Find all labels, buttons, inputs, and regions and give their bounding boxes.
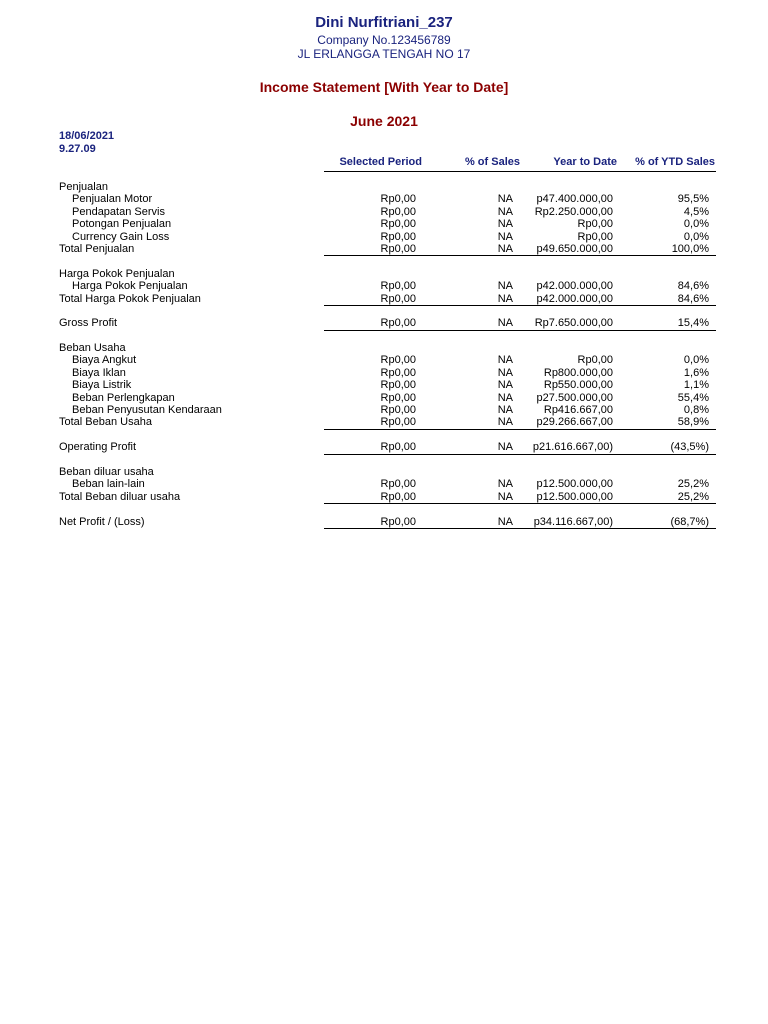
- row-label: Beban Penyusutan Kendaraan: [72, 404, 222, 417]
- line-item-row: [0, 354, 768, 366]
- row-label: Total Beban Usaha: [59, 416, 152, 429]
- report-title: Income Statement [With Year to Date]: [259, 79, 509, 95]
- row-spacer: [0, 305, 768, 317]
- year-to-date-value: Rp7.650.000,00: [534, 317, 613, 330]
- line-item-row: [0, 392, 768, 404]
- year-to-date-value: p47.400.000,00: [536, 193, 613, 206]
- pct-sales-value: NA: [497, 292, 513, 305]
- selected-period-value: Rp0,00: [380, 391, 416, 404]
- selected-period-value: Rp0,00: [380, 404, 416, 417]
- selected-period-value: Rp0,00: [380, 280, 416, 293]
- pct-sales-value: NA: [497, 242, 513, 255]
- pct-ytd-sales-value: 0,8%: [683, 404, 709, 417]
- year-to-date-value: Rp800.000,00: [543, 366, 613, 379]
- row-label: Biaya Iklan: [72, 366, 126, 379]
- row-label: Beban Usaha: [59, 342, 126, 355]
- year-to-date-value: Rp550.000,00: [543, 379, 613, 392]
- selected-period-value: Rp0,00: [380, 478, 416, 491]
- year-to-date-value: Rp416.667,00: [543, 404, 613, 417]
- year-to-date-value: p12.500.000,00: [536, 490, 613, 503]
- pct-sales-value: NA: [497, 366, 513, 379]
- selected-period-value: Rp0,00: [380, 490, 416, 503]
- line-item-row: [0, 280, 768, 292]
- pct-sales-value: NA: [497, 230, 513, 243]
- line-item-row: [0, 404, 768, 416]
- pct-ytd-sales-value: 25,2%: [677, 478, 709, 491]
- row-label: Beban Perlengkapan: [72, 391, 175, 404]
- year-to-date-value: p27.500.000,00: [536, 391, 613, 404]
- selected-period-value: Rp0,00: [380, 193, 416, 206]
- row-label: Currency Gain Loss: [72, 230, 170, 243]
- print-time: 9.27.09: [59, 143, 96, 155]
- total-row: [0, 441, 768, 453]
- row-label: Penjualan: [59, 181, 108, 193]
- company-number: Company No.123456789: [317, 33, 451, 47]
- header-pct-sales: % of Sales: [464, 156, 520, 168]
- pct-sales-value: NA: [497, 404, 513, 417]
- pct-ytd-sales-value: (68,7%): [670, 515, 709, 528]
- section-heading: [0, 342, 768, 354]
- selected-period-value: Rp0,00: [380, 205, 416, 218]
- year-to-date-value: p42.000.000,00: [536, 292, 613, 305]
- header-pct-ytd-sales: % of YTD Sales: [635, 156, 715, 168]
- company-address: JL ERLANGGA TENGAH NO 17: [297, 47, 471, 61]
- total-row: [0, 516, 768, 528]
- pct-ytd-sales-value: 4,5%: [683, 205, 709, 218]
- line-item-row: [0, 231, 768, 243]
- line-item-row: [0, 193, 768, 205]
- section-heading: [0, 181, 768, 193]
- selected-period-value: Rp0,00: [380, 379, 416, 392]
- line-item-row: [0, 367, 768, 379]
- pct-ytd-sales-value: 100,0%: [671, 242, 709, 255]
- pct-ytd-sales-value: (43,5%): [670, 441, 709, 454]
- year-to-date-value: p21.616.667,00): [532, 441, 613, 454]
- pct-sales-value: NA: [497, 280, 513, 293]
- line-item-row: [0, 379, 768, 391]
- row-label: Gross Profit: [59, 317, 118, 330]
- header-selected-period: Selected Period: [339, 156, 422, 168]
- year-to-date-value: Rp0,00: [577, 218, 613, 231]
- selected-period-value: Rp0,00: [380, 242, 416, 255]
- line-item-row: [0, 206, 768, 218]
- pct-ytd-sales-value: 1,1%: [683, 379, 709, 392]
- pct-sales-value: NA: [497, 193, 513, 206]
- year-to-date-value: p29.266.667,00: [536, 416, 613, 429]
- pct-sales-value: NA: [497, 416, 513, 429]
- total-row: [0, 243, 768, 255]
- row-label: Beban diluar usaha: [59, 465, 154, 478]
- row-label: Net Profit / (Loss): [59, 515, 145, 528]
- selected-period-value: Rp0,00: [380, 416, 416, 429]
- print-date: 18/06/2021: [59, 130, 115, 142]
- statement-rows: [0, 181, 768, 528]
- row-spacer: [0, 454, 768, 466]
- selected-period-value: Rp0,00: [380, 230, 416, 243]
- pct-ytd-sales-value: 15,4%: [677, 317, 709, 330]
- pct-sales-value: NA: [497, 441, 513, 454]
- total-row: [0, 491, 768, 503]
- pct-ytd-sales-value: 58,9%: [677, 416, 709, 429]
- row-label: Penjualan Motor: [72, 193, 153, 206]
- total-row: [0, 416, 768, 428]
- row-spacer: [0, 429, 768, 441]
- total-row: [0, 293, 768, 305]
- pct-ytd-sales-value: 0,0%: [683, 218, 709, 231]
- year-to-date-value: p49.650.000,00: [536, 242, 613, 255]
- pct-sales-value: NA: [497, 218, 513, 231]
- row-label: Total Penjualan: [59, 242, 135, 255]
- year-to-date-value: p12.500.000,00: [536, 478, 613, 491]
- selected-period-value: Rp0,00: [380, 292, 416, 305]
- row-label: Beban lain-lain: [72, 478, 145, 491]
- pct-sales-value: NA: [497, 391, 513, 404]
- pct-sales-value: NA: [497, 478, 513, 491]
- pct-sales-value: NA: [497, 205, 513, 218]
- pct-ytd-sales-value: 25,2%: [677, 490, 709, 503]
- pct-ytd-sales-value: 95,5%: [677, 193, 709, 206]
- total-row: [0, 317, 768, 329]
- pct-sales-value: NA: [497, 490, 513, 503]
- selected-period-value: Rp0,00: [380, 366, 416, 379]
- selected-period-value: Rp0,00: [380, 354, 416, 367]
- pct-ytd-sales-value: 1,6%: [683, 366, 709, 379]
- selected-period-value: Rp0,00: [380, 515, 416, 528]
- row-label: Pendapatan Servis: [72, 205, 165, 218]
- pct-ytd-sales-value: 0,0%: [683, 230, 709, 243]
- pct-sales-value: NA: [497, 354, 513, 367]
- company-name: Dini Nurfitriani_237: [315, 14, 453, 31]
- row-label: Operating Profit: [59, 441, 137, 454]
- section-heading: [0, 466, 768, 478]
- selected-period-value: Rp0,00: [380, 441, 416, 454]
- row-label: Harga Pokok Penjualan: [59, 267, 175, 280]
- row-label: Biaya Listrik: [72, 379, 132, 392]
- row-spacer: [0, 255, 768, 267]
- year-to-date-value: Rp0,00: [577, 230, 613, 243]
- pct-sales-value: NA: [497, 379, 513, 392]
- year-to-date-value: p42.000.000,00: [536, 280, 613, 293]
- line-item-row: [0, 478, 768, 490]
- selected-period-value: Rp0,00: [380, 218, 416, 231]
- selected-period-value: Rp0,00: [380, 317, 416, 330]
- year-to-date-value: Rp0,00: [577, 354, 613, 367]
- header-year-to-date: Year to Date: [553, 156, 617, 168]
- row-label: Biaya Angkut: [72, 354, 137, 367]
- row-label: Total Beban diluar usaha: [59, 490, 181, 503]
- year-to-date-value: p34.116.667,00): [533, 515, 613, 528]
- year-to-date-value: Rp2.250.000,00: [534, 205, 613, 218]
- section-heading: [0, 268, 768, 280]
- pct-sales-value: NA: [497, 515, 513, 528]
- pct-ytd-sales-value: 84,6%: [677, 292, 709, 305]
- pct-ytd-sales-value: 84,6%: [677, 280, 709, 293]
- header-rule: [324, 171, 716, 172]
- pct-ytd-sales-value: 0,0%: [683, 354, 709, 367]
- row-label: Potongan Penjualan: [72, 218, 172, 231]
- row-label: Total Harga Pokok Penjualan: [59, 292, 201, 305]
- report-period: June 2021: [350, 113, 418, 129]
- column-headers: [0, 156, 768, 172]
- line-item-row: [0, 218, 768, 230]
- pct-sales-value: NA: [497, 317, 513, 330]
- row-spacer: [0, 503, 768, 515]
- pct-ytd-sales-value: 55,4%: [677, 391, 709, 404]
- row-spacer: [0, 330, 768, 342]
- row-label: Harga Pokok Penjualan: [72, 280, 188, 293]
